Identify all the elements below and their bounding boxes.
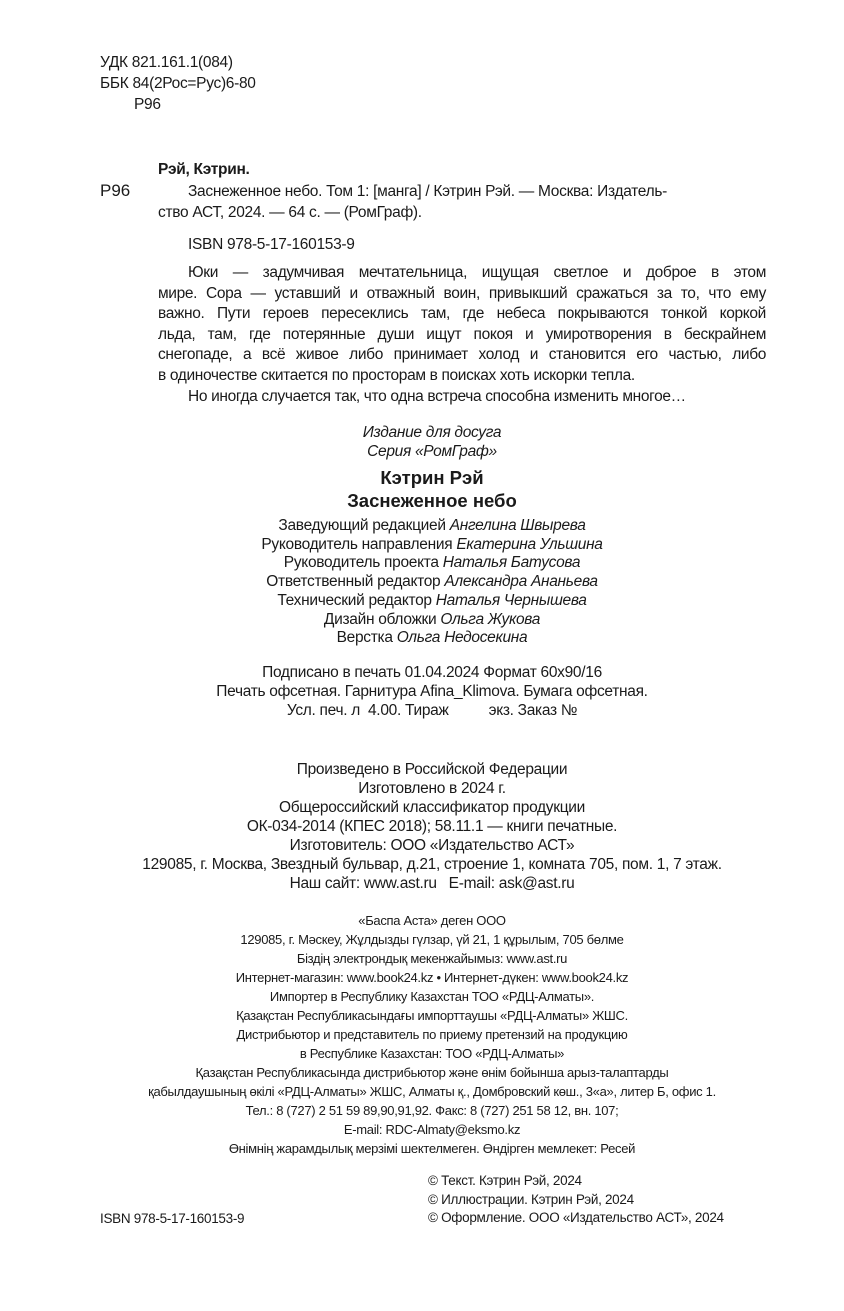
annotation bbox=[158, 263, 766, 407]
credit-name: Ольга Жукова bbox=[440, 610, 541, 628]
classification-block bbox=[100, 52, 256, 115]
credit-line bbox=[0, 536, 844, 555]
copyright-line: © Оформление. ООО «Издательство АСТ», 2024 bbox=[428, 1210, 724, 1225]
kazakhstan-line: Қазақстан Республикасында дистрибьютор және өнім бойынша арыз-талаптарды bbox=[195, 1065, 669, 1080]
production-line: Наш сайт: www.ast.ru E-mail: ask@ast.ru bbox=[289, 875, 575, 892]
credit-name: Ольга Недосекина bbox=[396, 629, 528, 647]
kazakhstan-line: қабылдаушының өкілі «РДЦ-Алматы» ЖШС, Алматы қ., Домбровский көш., 3«а», литер Б, офис 1. bbox=[148, 1084, 716, 1099]
credit-role: Заведующий редакцией bbox=[278, 517, 446, 534]
annotation-line: Но иногда случается так, что одна встреча способна изменить многое… bbox=[188, 387, 686, 405]
production-line: Изготовлено в 2024 г. bbox=[358, 780, 506, 797]
print-line: Печать офсетная. Гарнитура Afina_Klimova. Бумага офсетная. bbox=[216, 683, 648, 700]
kazakhstan-line: в Республике Казахстан: ТОО «РДЦ-Алматы» bbox=[299, 1046, 565, 1061]
credit-line bbox=[0, 592, 844, 611]
author-sign: Р96 bbox=[134, 96, 161, 113]
credit-role: Верстка bbox=[336, 629, 393, 647]
copyright-block bbox=[428, 1172, 724, 1228]
credit-line bbox=[0, 629, 844, 648]
book-author: Кэтрин Рэй bbox=[380, 467, 484, 488]
bib-author: Рэй, Кэтрин. bbox=[158, 161, 250, 178]
credit-line bbox=[0, 573, 844, 592]
edition-series: Серия «РомГраф» bbox=[367, 443, 497, 460]
copyright-line: © Текст. Кэтрин Рэй, 2024 bbox=[428, 1173, 582, 1188]
kazakhstan-line: «Баспа Аста» деген ООО bbox=[358, 913, 506, 928]
edition-heading bbox=[0, 466, 844, 512]
credit-role: Технический редактор bbox=[277, 591, 432, 609]
bib-line: ство АСТ, 2024. — 64 с. — (РомГраф). bbox=[158, 204, 422, 221]
credit-line bbox=[0, 554, 844, 573]
kazakhstan-info bbox=[0, 911, 844, 1158]
credit-role: Руководитель направления bbox=[261, 535, 453, 553]
kazakhstan-line: Интернет-магазин: www.book24.kz • Интернет-дүкен: www.book24.kz bbox=[235, 970, 629, 985]
kazakhstan-line: E-mail: RDC-Almaty@eksmo.kz bbox=[343, 1122, 521, 1137]
copyright-line: © Иллюстрации. Кэтрин Рэй, 2024 bbox=[428, 1191, 634, 1207]
bib-line: Заснеженное небо. Том 1: [манга] / Кэтрин Рэй. — Москва: Издатель- bbox=[188, 183, 667, 200]
credit-role: Ответственный редактор bbox=[266, 573, 441, 591]
credit-name: Екатерина Ульшина bbox=[456, 535, 603, 553]
production-info bbox=[0, 760, 844, 893]
production-line: 129085, г. Москва, Звездный бульвар, д.21, строение 1, комната 705, пом. 1, 7 этаж. bbox=[142, 856, 722, 873]
annotation-line: снегопаде, а всё живое либо принимает холод и становится его частью, либо bbox=[158, 346, 766, 364]
credit-name: Александра Ананьева bbox=[444, 573, 598, 591]
annotation-line: важно. Пути героев пересеклись там, где небеса покрываются тонкой коркой bbox=[158, 305, 766, 323]
kazakhstan-line: Өнімнің жарамдылық мерзімі шектелмеген. Өндірген мемлекет: Ресей bbox=[228, 1141, 636, 1156]
kazakhstan-line: Тел.: 8 (727) 2 51 59 89,90,91,92. Факс: 8 (727) 251 58 12, вн. 107; bbox=[245, 1103, 619, 1118]
print-info bbox=[0, 663, 844, 720]
credits bbox=[0, 517, 844, 648]
annotation-line: в одиночестве скитается по просторам в поисках хоть искорки тепла. bbox=[158, 366, 635, 384]
edition-info bbox=[0, 423, 844, 461]
production-line: Изготовитель: ООО «Издательство АСТ» bbox=[289, 837, 575, 854]
credit-role: Руководитель проекта bbox=[283, 554, 439, 572]
annotation-line: мире. Сора — уставший и отважный воин, привыкший сражаться за то, что ему bbox=[158, 284, 766, 302]
udk-code: УДК 821.161.1(084) bbox=[100, 54, 233, 71]
credit-line bbox=[0, 611, 844, 630]
credit-line bbox=[0, 517, 844, 536]
bib-isbn: ISBN 978-5-17-160153-9 bbox=[188, 236, 355, 253]
production-line: Общероссийский классификатор продукции bbox=[278, 799, 586, 816]
annotation-line: Юки — задумчивая мечтательница, ищущая светлое и доброе в этом bbox=[188, 264, 766, 281]
footer-isbn: ISBN 978-5-17-160153-9 bbox=[100, 1211, 245, 1226]
credit-name: Ангелина Швырева bbox=[449, 517, 586, 534]
production-line: ОК-034-2014 (КПЕС 2018); 58.11.1 — книги печатные. bbox=[246, 818, 618, 835]
book-title: Заснеженное небо bbox=[347, 490, 517, 511]
print-line: Усл. печ. л 4.00. Тираж экз. Заказ № bbox=[286, 702, 578, 719]
print-line: Подписано в печать 01.04.2024 Формат 60x90/16 bbox=[262, 664, 602, 681]
bib-author-sign: Р96 bbox=[100, 181, 131, 200]
credit-role: Дизайн обложки bbox=[323, 610, 437, 628]
annotation-line: льда, там, где потерянные души ищут покоя и умиротворения в бескрайнем bbox=[158, 325, 766, 343]
edition-type: Издание для досуга bbox=[362, 424, 502, 441]
bbk-code: ББК 84(2Рос=Рус)6-80 bbox=[100, 75, 256, 92]
kazakhstan-line: Қазақстан Республикасындағы импорттаушы «РДЦ-Алматы» ЖШС. bbox=[236, 1008, 628, 1023]
kazakhstan-line: Дистрибьютор и представитель по приему претензий на продукцию bbox=[236, 1027, 628, 1042]
kazakhstan-line: 129085, г. Мәскеу, Жұлдызды гүлзар, үй 21, 1 құрылым, 705 бөлме bbox=[240, 932, 624, 947]
credit-name: Наталья Чернышева bbox=[435, 591, 587, 609]
credit-name: Наталья Батусова bbox=[442, 554, 581, 572]
kazakhstan-line: Импортер в Республику Казахстан ТОО «РДЦ-Алматы». bbox=[269, 989, 595, 1004]
bib-description bbox=[158, 181, 768, 223]
kazakhstan-line: Біздің электрондық мекенжайымыз: www.ast.ru bbox=[296, 951, 568, 966]
production-line: Произведено в Российской Федерации bbox=[296, 761, 568, 778]
